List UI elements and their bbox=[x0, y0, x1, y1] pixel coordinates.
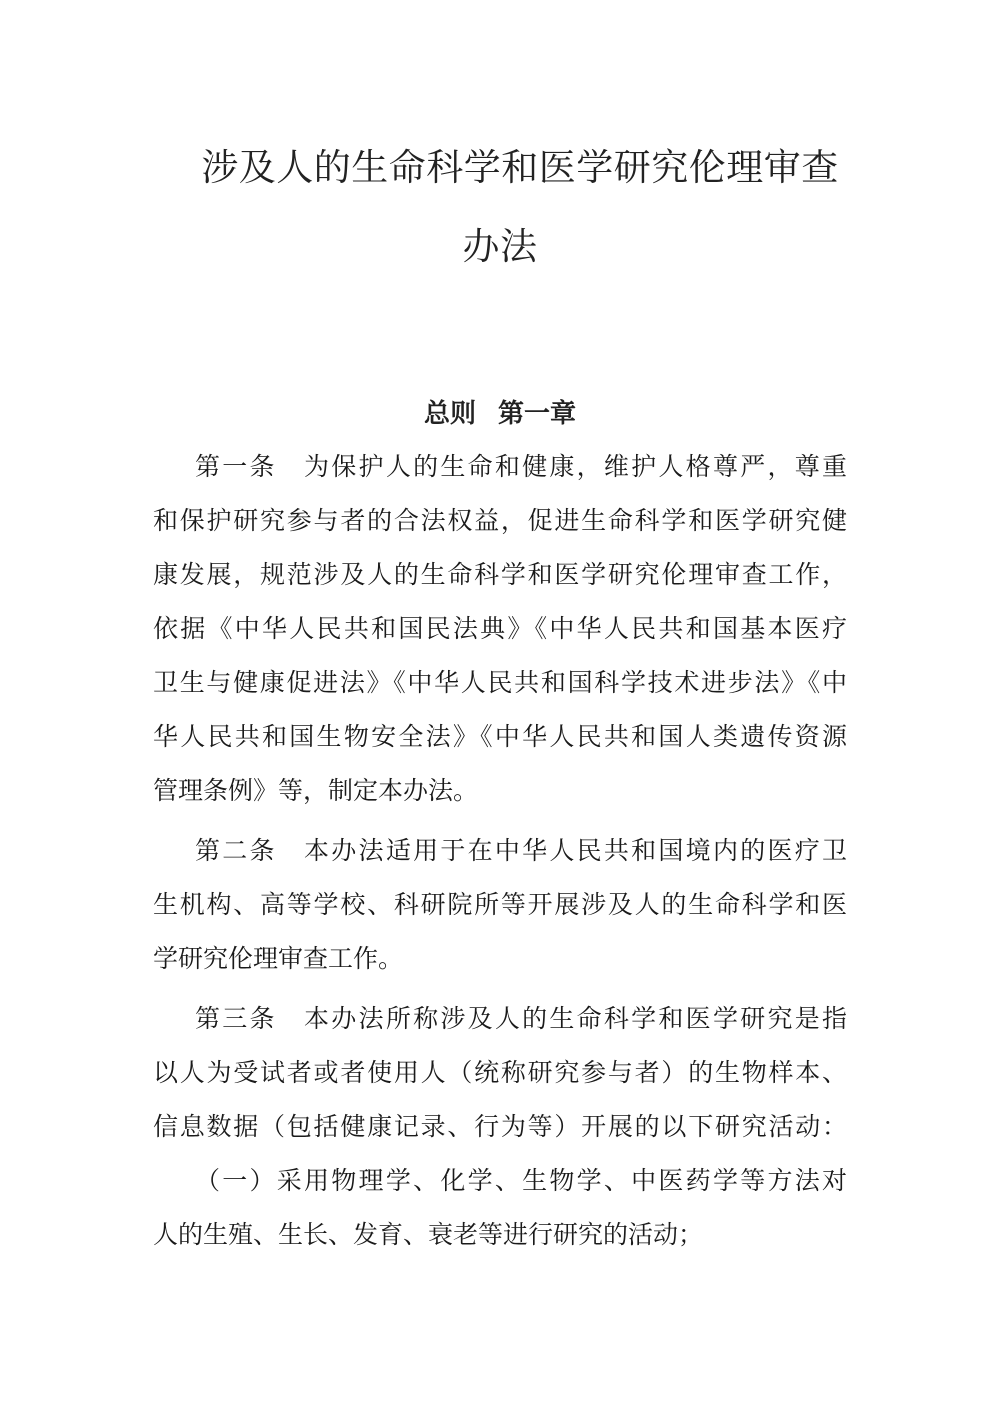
chapter-heading bbox=[0, 393, 1000, 430]
document-body bbox=[153, 440, 847, 1262]
document-title-line-1: 涉及人的生命科学和医学研究伦理审查 bbox=[201, 146, 839, 189]
text-line: 第三条 本办法所称涉及人的生命科学和医学研究是指 bbox=[195, 1004, 847, 1033]
text-line: 康发展，规范涉及人的生命科学和医学研究伦理审查工作， bbox=[153, 560, 847, 589]
text-line: 华人民共和国生物安全法》《中华人民共和国人类遗传资源 bbox=[153, 722, 847, 751]
text-line: 依据《中华人民共和国民法典》《中华人民共和国基本医疗 bbox=[153, 614, 847, 643]
text-line: 第一条 为保护人的生命和健康，维护人格尊严，尊重 bbox=[195, 452, 847, 481]
chapter-heading-part-1: 总则 bbox=[423, 399, 476, 429]
text-line: 信息数据（包括健康记录、行为等）开展的以下研究活动： bbox=[153, 1112, 847, 1141]
text-line: 学研究伦理审查工作。 bbox=[153, 944, 404, 973]
document-title-line-2: 办法 bbox=[462, 225, 538, 268]
text-line: 和保护研究参与者的合法权益，促进生命科学和医学研究健 bbox=[153, 506, 847, 535]
text-line: 卫生与健康促进法》《中华人民共和国科学技术进步法》《中 bbox=[153, 668, 847, 697]
text-line: 管理条例》等，制定本办法。 bbox=[153, 776, 479, 805]
text-line: 以人为受试者或者使用人（统称研究参与者）的生物样本、 bbox=[153, 1058, 847, 1087]
chapter-heading-part-2: 第一章 bbox=[498, 399, 577, 429]
text-line: （一）采用物理学、化学、生物学、中医药学等方法对 bbox=[195, 1166, 847, 1195]
text-line: 生机构、高等学校、科研院所等开展涉及人的生命科学和医 bbox=[153, 890, 847, 919]
text-line: 第二条 本办法适用于在中华人民共和国境内的医疗卫 bbox=[195, 836, 847, 865]
text-line: 人的生殖、生长、发育、衰老等进行研究的活动； bbox=[153, 1220, 704, 1249]
article-1-paragraph bbox=[153, 440, 847, 818]
item-1-paragraph bbox=[153, 1154, 847, 1262]
article-3-paragraph bbox=[153, 992, 847, 1154]
article-2-paragraph bbox=[153, 824, 847, 986]
